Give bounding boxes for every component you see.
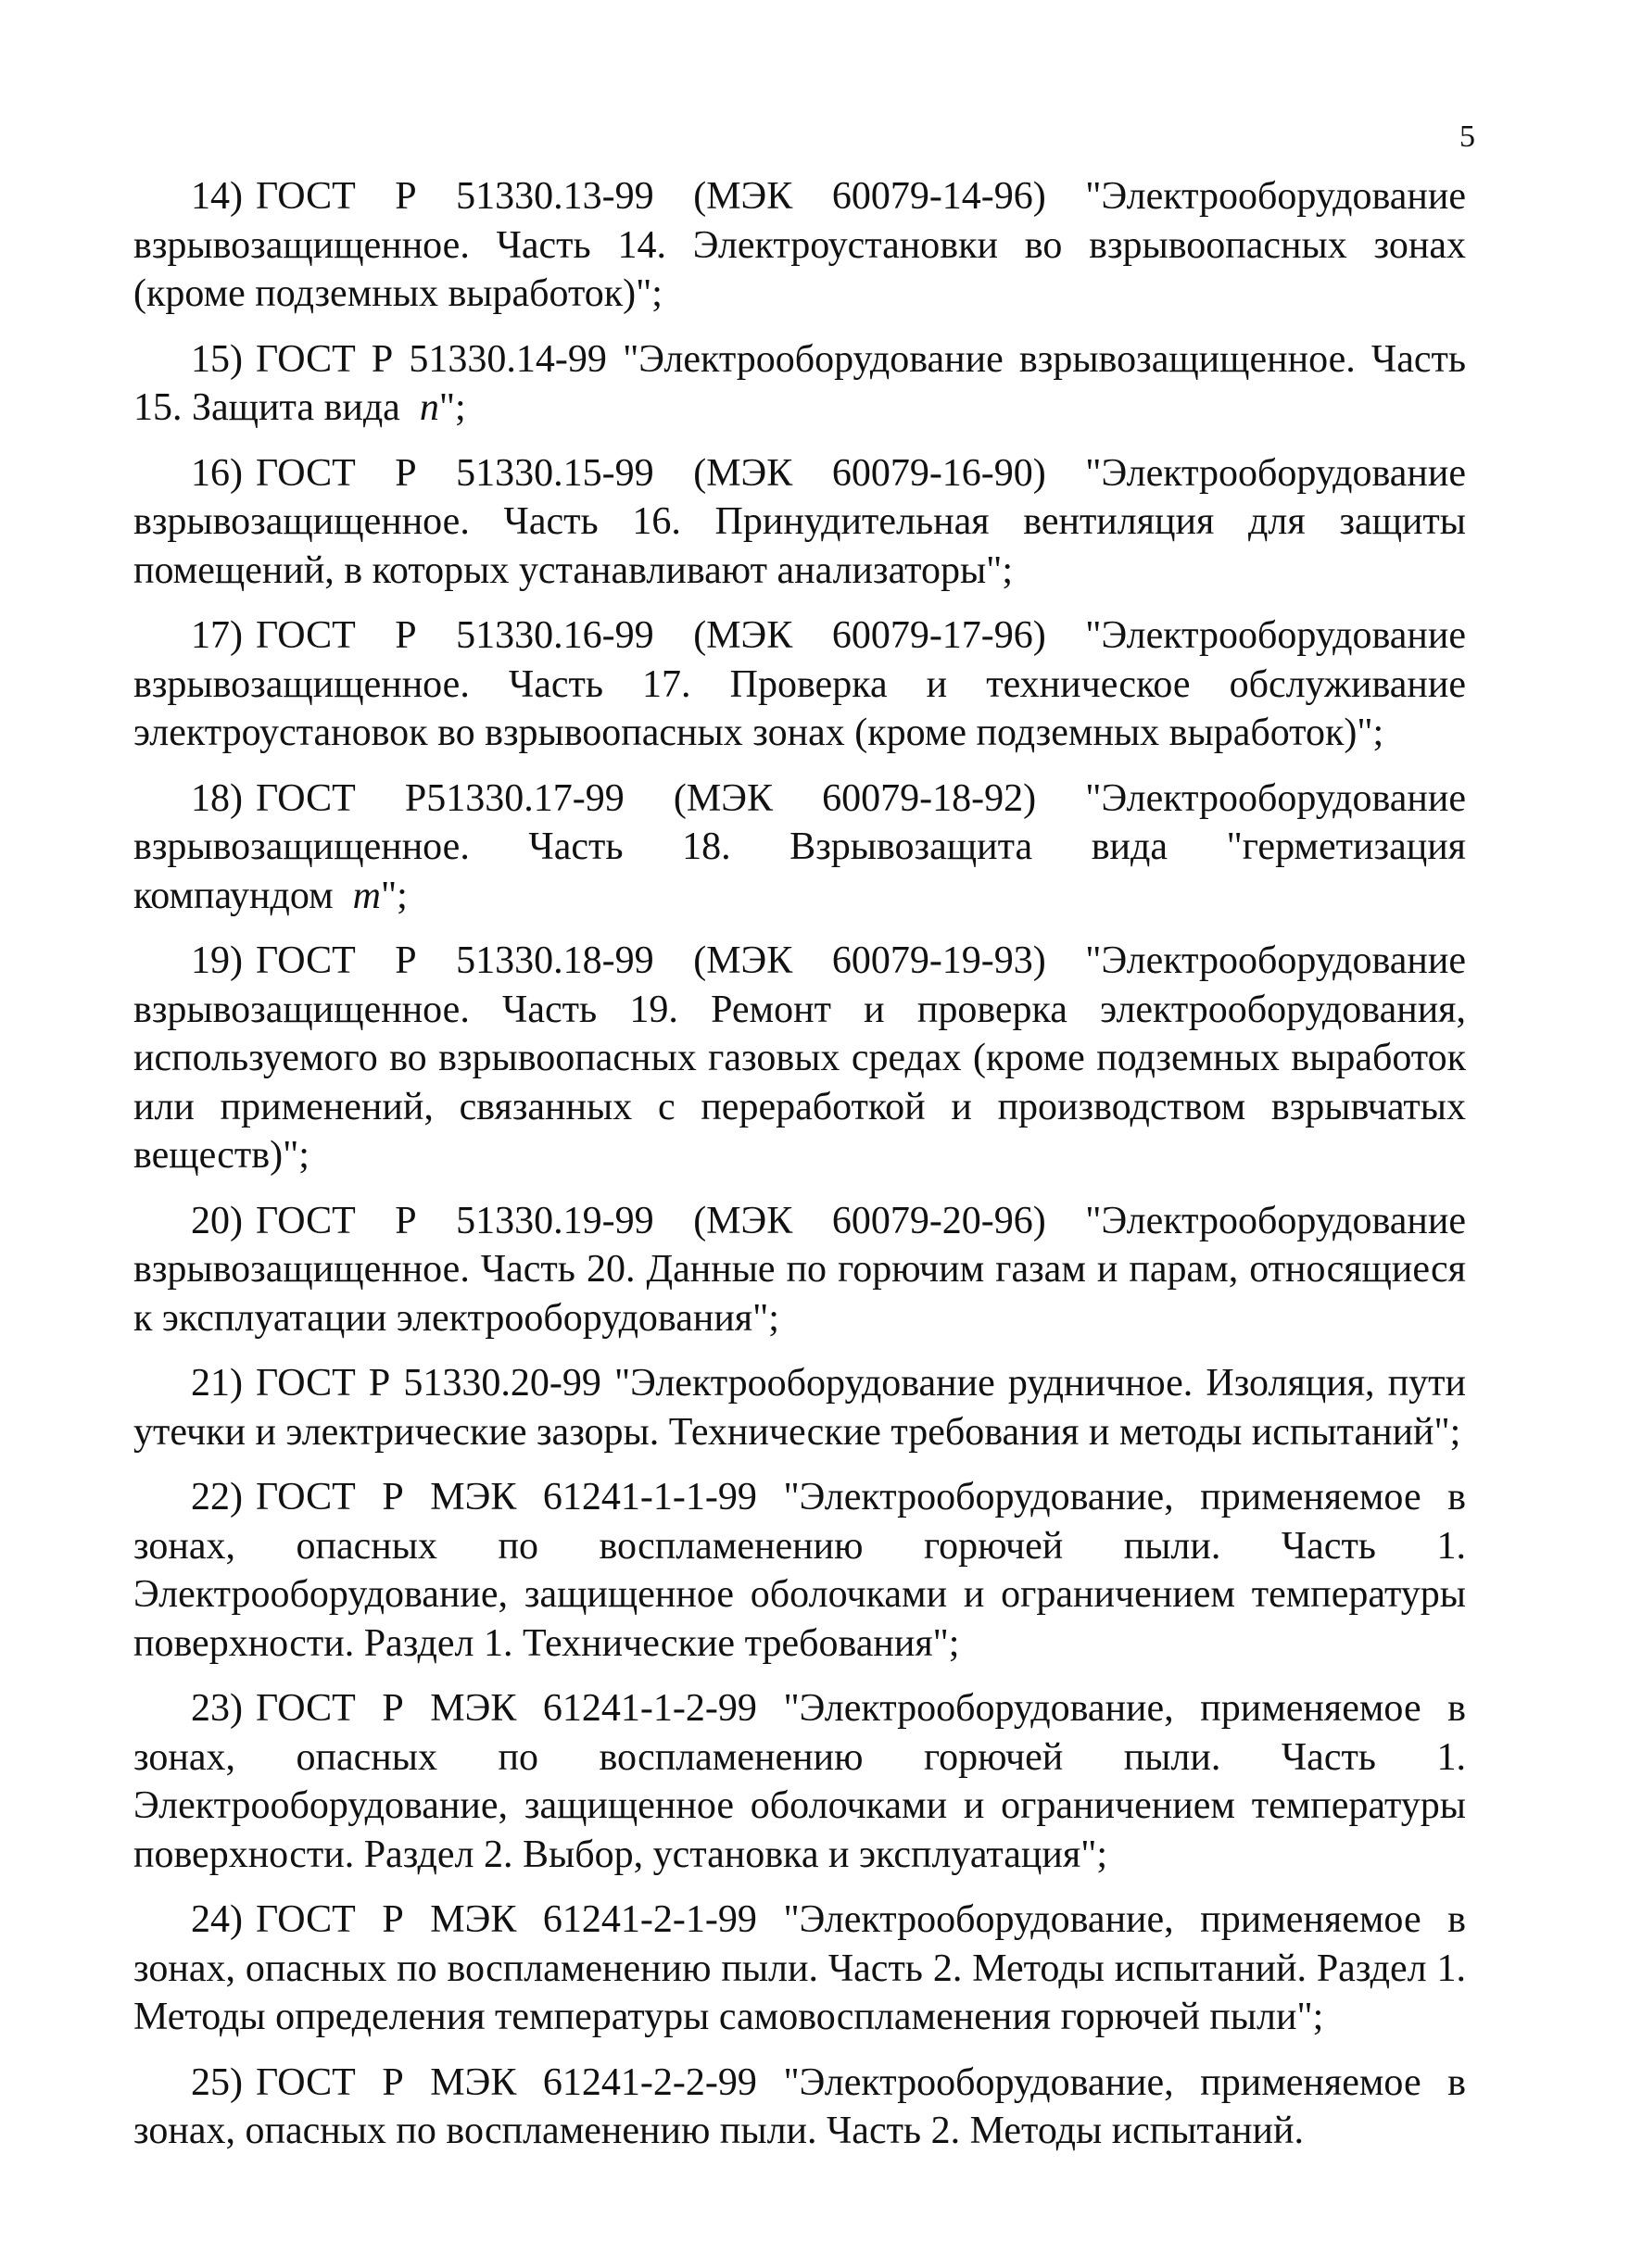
item-text: ГОСТ Р 51330.16-99 (МЭК 60079-17-96) "Электрооборудование взрывозащищенное. Часть 17. Проверка и техническое обслуживание электроустановок во взрывоопасных зонах (кроме подземных выработок)";	[133, 614, 1466, 754]
item-variable: n	[419, 386, 439, 429]
list-item	[133, 1359, 1466, 1456]
item-text: ГОСТ Р 51330.15-99 (МЭК 60079-16-90) "Электрооборудование взрывозащищенное. Часть 16. Принудительная вентиляция для защиты помещений, в которых устанавливают анализаторы";	[133, 451, 1466, 592]
item-tail: ";	[381, 874, 408, 917]
item-text: ГОСТ Р 51330.14-99 "Электрооборудование взрывозащищенное. Часть 15. Защита вида	[133, 337, 1466, 429]
list-item	[133, 449, 1466, 596]
item-text: ГОСТ Р 51330.13-99 (МЭК 60079-14-96) "Электрооборудование взрывозащищенное. Часть 14. Электроустановки во взрывоопасных зонах (кроме подземных выработок)";	[133, 175, 1466, 315]
list-item	[133, 1197, 1466, 1343]
item-number: 22)	[191, 1476, 243, 1518]
item-text: ГОСТ Р МЭК 61241-2-1-99 "Электрооборудование, применяемое в зонах, опасных по воспламенению пыли. Часть 2. Методы испытаний. Раздел 1. Методы определения температуры самовоспламенения горючей пыли";	[133, 1898, 1466, 2038]
item-number: 24)	[191, 1898, 243, 1941]
standards-list	[133, 172, 1466, 2156]
item-number: 23)	[191, 1687, 243, 1730]
item-text: ГОСТ Р МЭК 61241-2-2-99 "Электрооборудование, применяемое в зонах, опасных по воспламенению пыли. Часть 2. Методы испытаний.	[133, 2060, 1466, 2152]
item-text: ГОСТ Р 51330.19-99 (МЭК 60079-20-96) "Электрооборудование взрывозащищенное. Часть 20. Данные по горючим газам и парам, относящиеся к эксплуатации электрооборудования";	[133, 1199, 1466, 1340]
list-item	[133, 2059, 1466, 2156]
list-item	[133, 611, 1466, 758]
item-number: 19)	[191, 939, 243, 982]
list-item	[133, 1684, 1466, 1879]
item-number: 16)	[191, 451, 243, 495]
item-text: ГОСТ Р МЭК 61241-1-2-99 "Электрооборудование, применяемое в зонах, опасных по воспламенению горючей пыли. Часть 1. Электрооборудование, защищенное оболочками и ограничением температуры поверхности. Раздел 2. Выбор, установка и эксплуатация";	[133, 1687, 1466, 1876]
item-text: ГОСТ Р51330.17-99 (МЭК 60079-18-92) "Электрооборудование взрывозащищенное. Часть 18. Взрывозащита вида "герметизация компаундом	[133, 776, 1466, 917]
item-number: 18)	[191, 776, 243, 820]
item-text: ГОСТ Р МЭК 61241-1-1-99 "Электрооборудование, применяемое в зонах, опасных по воспламенению горючей пыли. Часть 1. Электрооборудование, защищенное оболочками и ограничением температуры поверхности. Раздел 1. Технические требования";	[133, 1476, 1466, 1665]
list-item	[133, 172, 1466, 319]
item-number: 15)	[191, 337, 243, 381]
page-number: 5	[1459, 120, 1475, 154]
item-number: 14)	[191, 175, 243, 218]
item-variable: m	[352, 874, 382, 917]
item-number: 17)	[191, 614, 243, 657]
list-item	[133, 775, 1466, 921]
list-item	[133, 937, 1466, 1180]
item-number: 21)	[191, 1362, 243, 1405]
item-text: ГОСТ Р 51330.18-99 (МЭК 60079-19-93) "Электрооборудование взрывозащищенное. Часть 19. Ремонт и проверка электрооборудования, используемого во взрывоопасных газовых средах (кроме подземных выработок или применений, связанных с переработкой и производством взрывчатых веществ)";	[133, 939, 1466, 1177]
item-number: 20)	[191, 1199, 243, 1242]
list-item	[133, 1473, 1466, 1668]
list-item	[133, 1896, 1466, 2042]
list-item	[133, 335, 1466, 433]
item-tail: ";	[438, 386, 466, 429]
item-number: 25)	[191, 2060, 243, 2104]
item-text: ГОСТ Р 51330.20-99 "Электрооборудование рудничное. Изоляция, пути утечки и электрические зазоры. Технические требования и методы испытаний";	[133, 1362, 1466, 1454]
